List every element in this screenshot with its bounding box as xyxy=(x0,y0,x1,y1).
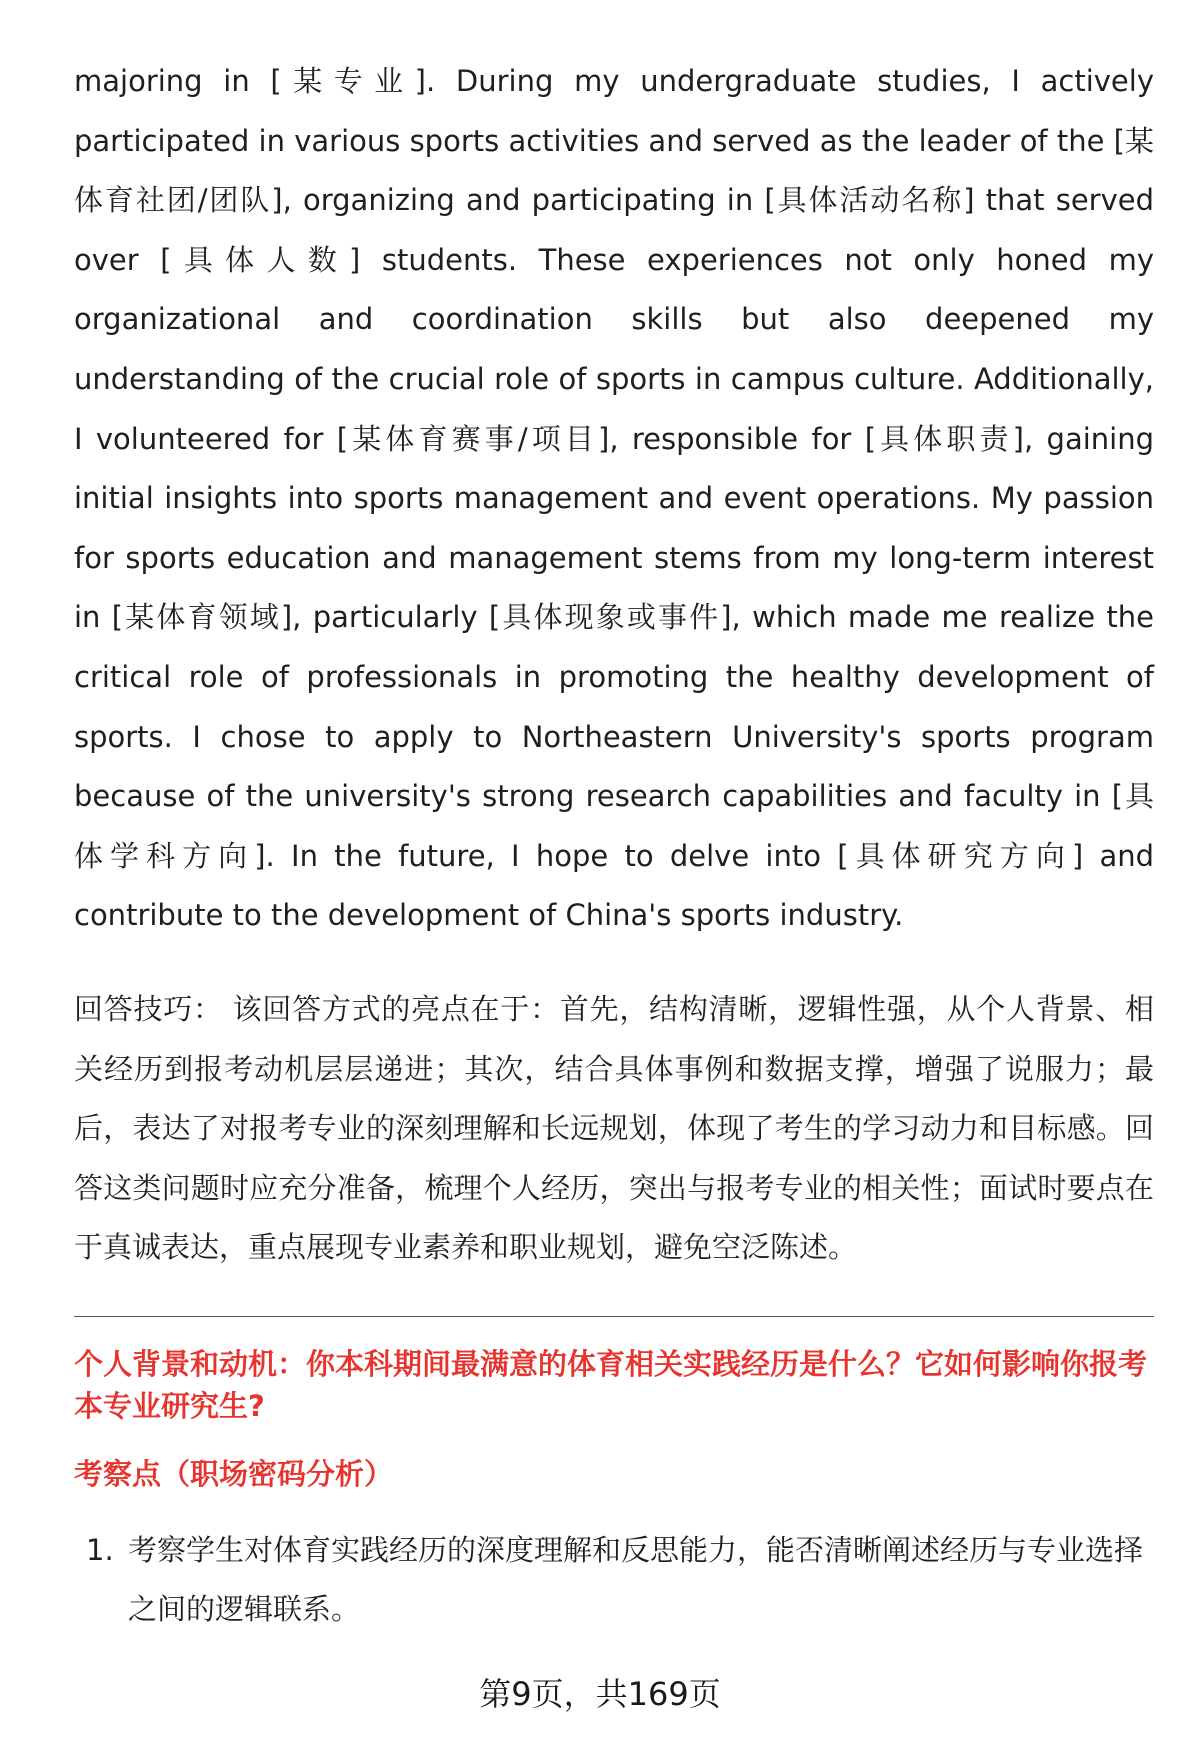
section-divider xyxy=(74,1316,1154,1317)
answer-paragraph: majoring in [某专业]. During my undergraduate studies, I actively participated in various sports activities and served as the leader of the [某体育社团/团队], organizing and participating in [具体活动名称] that served over [具体人数] students. These experiences not only honed my organizational and coordination skills but also deepened my understanding of the crucial role of sports in campus culture. Additionally, I volunteered for [某体育赛事/项目], responsible for [具体职责], gaining initial insights into sports management and event operations. My passion for sports education and management stems from my long-term interest in [某体育领域], particularly [具体现象或事件], which made me realize the critical role of professionals in promoting the healthy development of sports. I chose to apply to Northeastern University's sports program because of the university's strong research capabilities and faculty in [具体学科方向]. In the future, I hope to delve into [具体研究方向] and contribute to the development of China's sports industry. xyxy=(74,64,1154,933)
page-number: 第9页，共169页 xyxy=(479,1675,721,1713)
page-content xyxy=(74,52,1154,1640)
question-heading: 个人背景和动机：你本科期间最满意的体育相关实践经历是什么？它如何影响你报考本专业研究生? xyxy=(74,1346,1148,1423)
list-item-number: 1. xyxy=(86,1532,114,1567)
examination-points-list xyxy=(74,1521,1154,1640)
examination-points-heading: 考察点（职场密码分析） xyxy=(74,1456,394,1491)
list-item xyxy=(74,1521,1154,1640)
list-item-text: 考察学生对体育实践经历的深度理解和反思能力，能否清晰阐述经历与专业选择之间的逻辑联系。 xyxy=(128,1532,1144,1627)
answer-tips-paragraph: 回答技巧： 该回答方式的亮点在于：首先，结构清晰，逻辑性强，从个人背景、相关经历到报考动机层层递进；其次，结合具体事例和数据支撑，增强了说服力；最后，表达了对报考专业的深刻理解和长远规划，体现了考生的学习动力和目标感。回答这类问题时应充分准备，梳理个人经历，突出与报考专业的相关性；面试时要点在于真诚表达，重点展现专业素养和职业规划，避免空泛陈述。 xyxy=(74,991,1154,1265)
